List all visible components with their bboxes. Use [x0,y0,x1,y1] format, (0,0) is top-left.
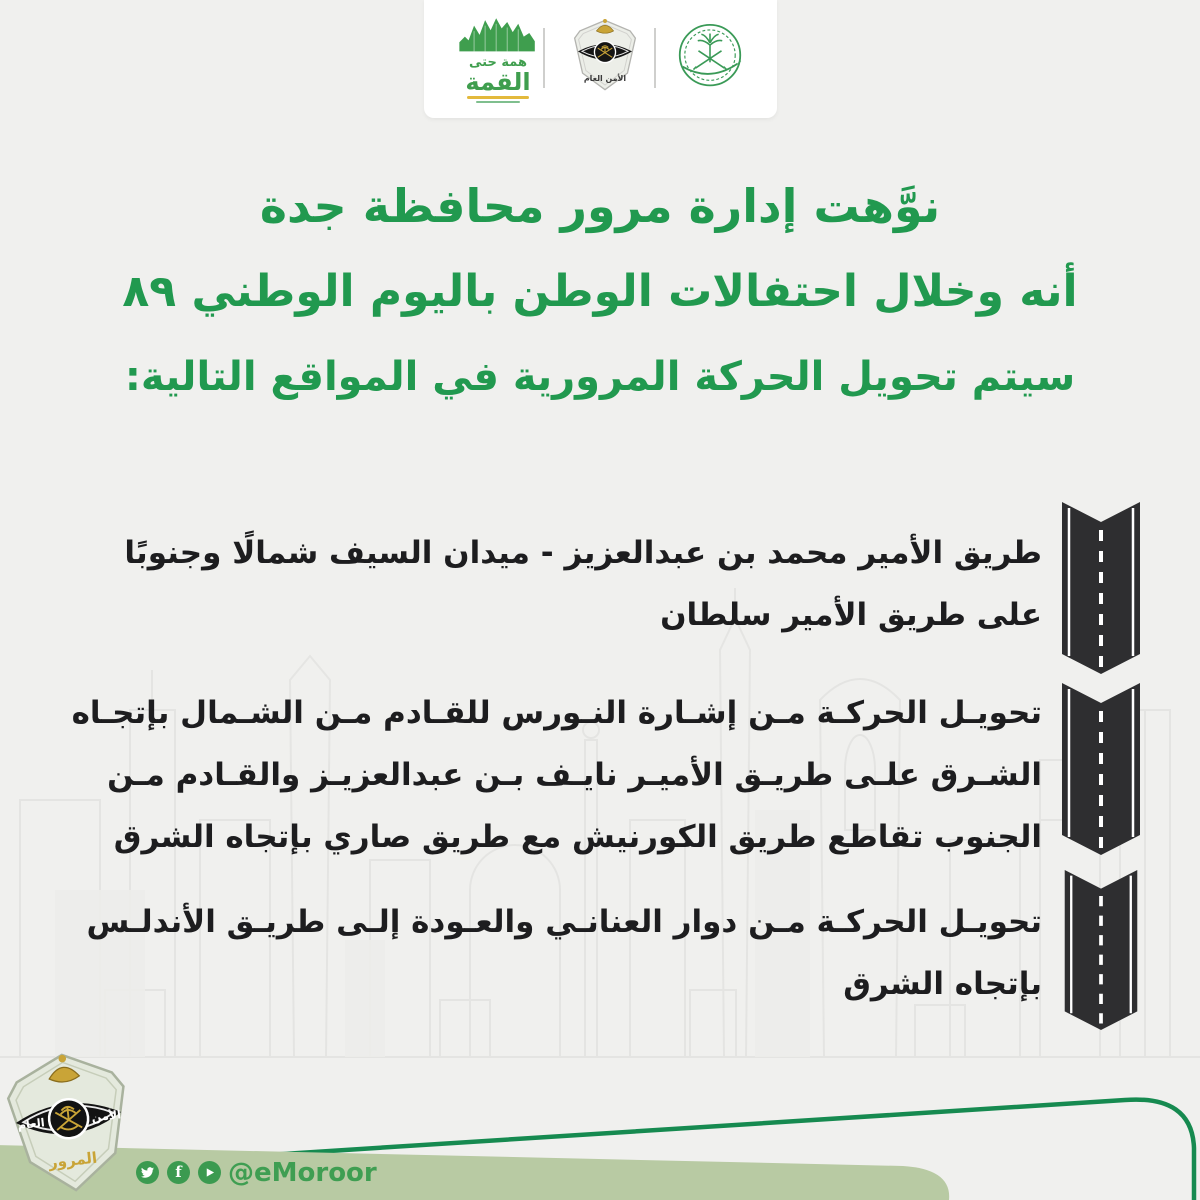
bullet-2-line-1: تحويـل الحركـة مـن إشـارة النـورس للقـادم مـن الشـمال بإتجـاه [71,695,1042,731]
badge-bottom-text: المرور [47,1148,98,1172]
heading-line-1: نوَّهت إدارة مرور محافظة جدة [259,179,941,233]
traffic-department-badge [0,1046,139,1199]
qimma-logo-text-small: همة حتى [469,55,527,70]
security-badge-label: الأمن العام [583,74,627,84]
twitter-icon[interactable] [136,1161,159,1184]
youtube-icon[interactable] [198,1161,221,1184]
facebook-icon[interactable]: f [167,1161,190,1184]
bullet-3-line-2: بإتجاه الشرق [843,966,1042,1002]
bullet-3-line-1: تحويـل الحركـة مـن دوار العنانـي والعـودة إلـى طريـق الأندلـس [86,904,1042,940]
heading-line-3: سيتم تحويل الحركة المرورية في المواقع التالية: [124,354,1076,400]
bullet-2-line-2: الشـرق علـى طريـق الأميـر نايـف بـن عبدالعزيـز والقـادم مـن [107,757,1042,793]
badge-left-text: العام [16,1115,46,1133]
bullet-1-line-2: على طريق الأمير سلطان [660,597,1042,633]
heading-line-2: أنه وخلال احتفالات الوطن باليوم الوطني ٨٩ [122,266,1078,317]
qimma-logo-text-large: القمة [465,68,531,96]
bullet-2-line-3: الجنوب تقاطع طريق الكورنيش مع طريق صاري بإتجاه الشرق [113,819,1042,855]
badge-right-text: الأمن [90,1107,122,1125]
bullet-1-line-1: طريق الأمير محمد بن عبدالعزيز - ميدان السيف شمالًا وجنوبًا [124,535,1042,571]
social-handle[interactable]: @eMoroor [228,1158,377,1188]
